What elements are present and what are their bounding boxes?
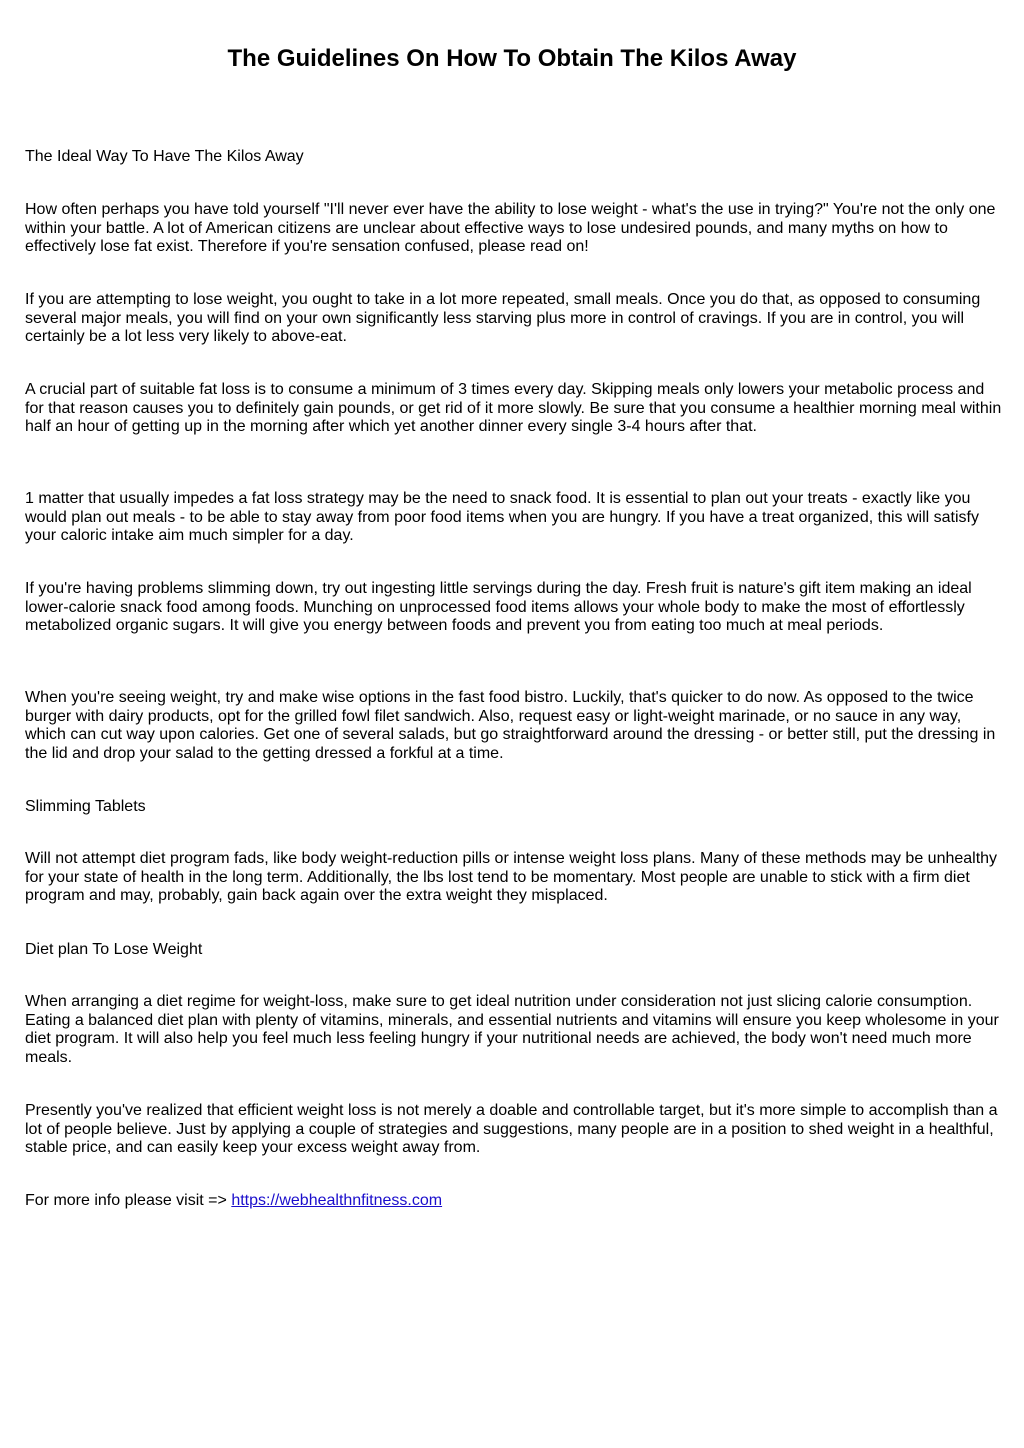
paragraph-snack: 1 matter that usually impedes a fat loss strategy may be the need to snack food. It is essential to plan out your treats - exactly like you would plan out meals - to be able to stay away from poor food items when you are hungry. If you have a treat organized, this will satisfy your caloric intake aim much simpler for a day. xyxy=(25,490,979,544)
paragraph-fast-food: When you're seeing weight, try and make wise options in the fast food bistro. Luckily, that's quicker to do now. As opposed to the twice burger with dairy products, opt for the grilled fowl filet sandwich. Also, request easy or light-weight marinade, or no sauce in any way, which can cut way upon calories. Get one of several salads, but go straightforward around the dressing - or better still, put the dressing in the lid and drop your salad to the getting dressed a forkful at a time. xyxy=(25,689,996,762)
paragraph-diet-fads: Will not attempt diet program fads, like body weight-reduction pills or intense weight loss plans. Many of these methods may be unhealthy for your state of health in the long term. Additionally, the lbs lost tend to be momentary. Most people are unable to stick with a firm diet program and may, probably, gain back again over the extra weight they misplaced. xyxy=(25,850,998,904)
section-heading-ideal-way: The Ideal Way To Have The Kilos Away xyxy=(25,148,304,165)
footer-prefix-text: For more info please visit => xyxy=(25,1192,232,1209)
paragraph-conclusion: Presently you've realized that efficient weight loss is not merely a doable and controllable target, but it's more simple to accomplish than a lot of people believe. Just by applying a couple of strategies and suggestions, many people are in a position to shed weight in a healthful, stable price, and can easily keep your excess weight away from. xyxy=(25,1102,998,1156)
section-heading-slimming-tablets: Slimming Tablets xyxy=(25,798,146,815)
website-link[interactable]: https://webhealthnfitness.com xyxy=(231,1192,443,1209)
document-title: The Guidelines On How To Obtain The Kilos Away xyxy=(227,45,797,72)
paragraph-three-meals: A crucial part of suitable fat loss is to consume a minimum of 3 times every day. Skipping meals only lowers your metabolic process and for that reason causes you to definitely gain pounds, or get rid of it more slowly. Be sure that you consume a healthier morning meal within half an hour of getting up in the morning after which yet another dinner every single 3-4 hours after that. xyxy=(25,381,1002,435)
paragraph-nutrition: When arranging a diet regime for weight-loss, make sure to get ideal nutrition under consideration not just slicing calorie consumption. Eating a balanced diet plan with plenty of vitamins, minerals, and essential nutrients and vitamins will ensure you keep wholesome in your diet program. It will also help you feel much less feeling hungry if your nutritional needs are achieved, the body won't need much more meals. xyxy=(25,993,999,1066)
paragraph-small-meals: If you are attempting to lose weight, you ought to take in a lot more repeated, small meals. Once you do that, as opposed to consuming several major meals, you will find on your own significantly less starving plus more in control of cravings. If you are in control, you will certainly be a lot less very likely to above-eat. xyxy=(25,291,981,345)
section-heading-diet-plan: Diet plan To Lose Weight xyxy=(25,941,203,958)
paragraph-small-servings: If you're having problems slimming down, try out ingesting little servings during the day. Fresh fruit is nature's gift item making an ideal lower-calorie snack food among foods. Munching on unprocessed food items allows your whole body to make the most of effortlessly metabolized organic sugars. It will give you energy between foods and prevent you from eating too much at meal periods. xyxy=(25,580,972,634)
paragraph-intro: How often perhaps you have told yourself "I'll never ever have the ability to lose weight - what's the use in trying?" You're not the only one within your battle. A lot of American citizens are unclear about effective ways to lose undesired pounds, and many myths on how to effectively lose fat exist. Therefore if you're sensation confused, please read on! xyxy=(25,201,996,255)
footer-more-info xyxy=(25,1192,1003,1211)
